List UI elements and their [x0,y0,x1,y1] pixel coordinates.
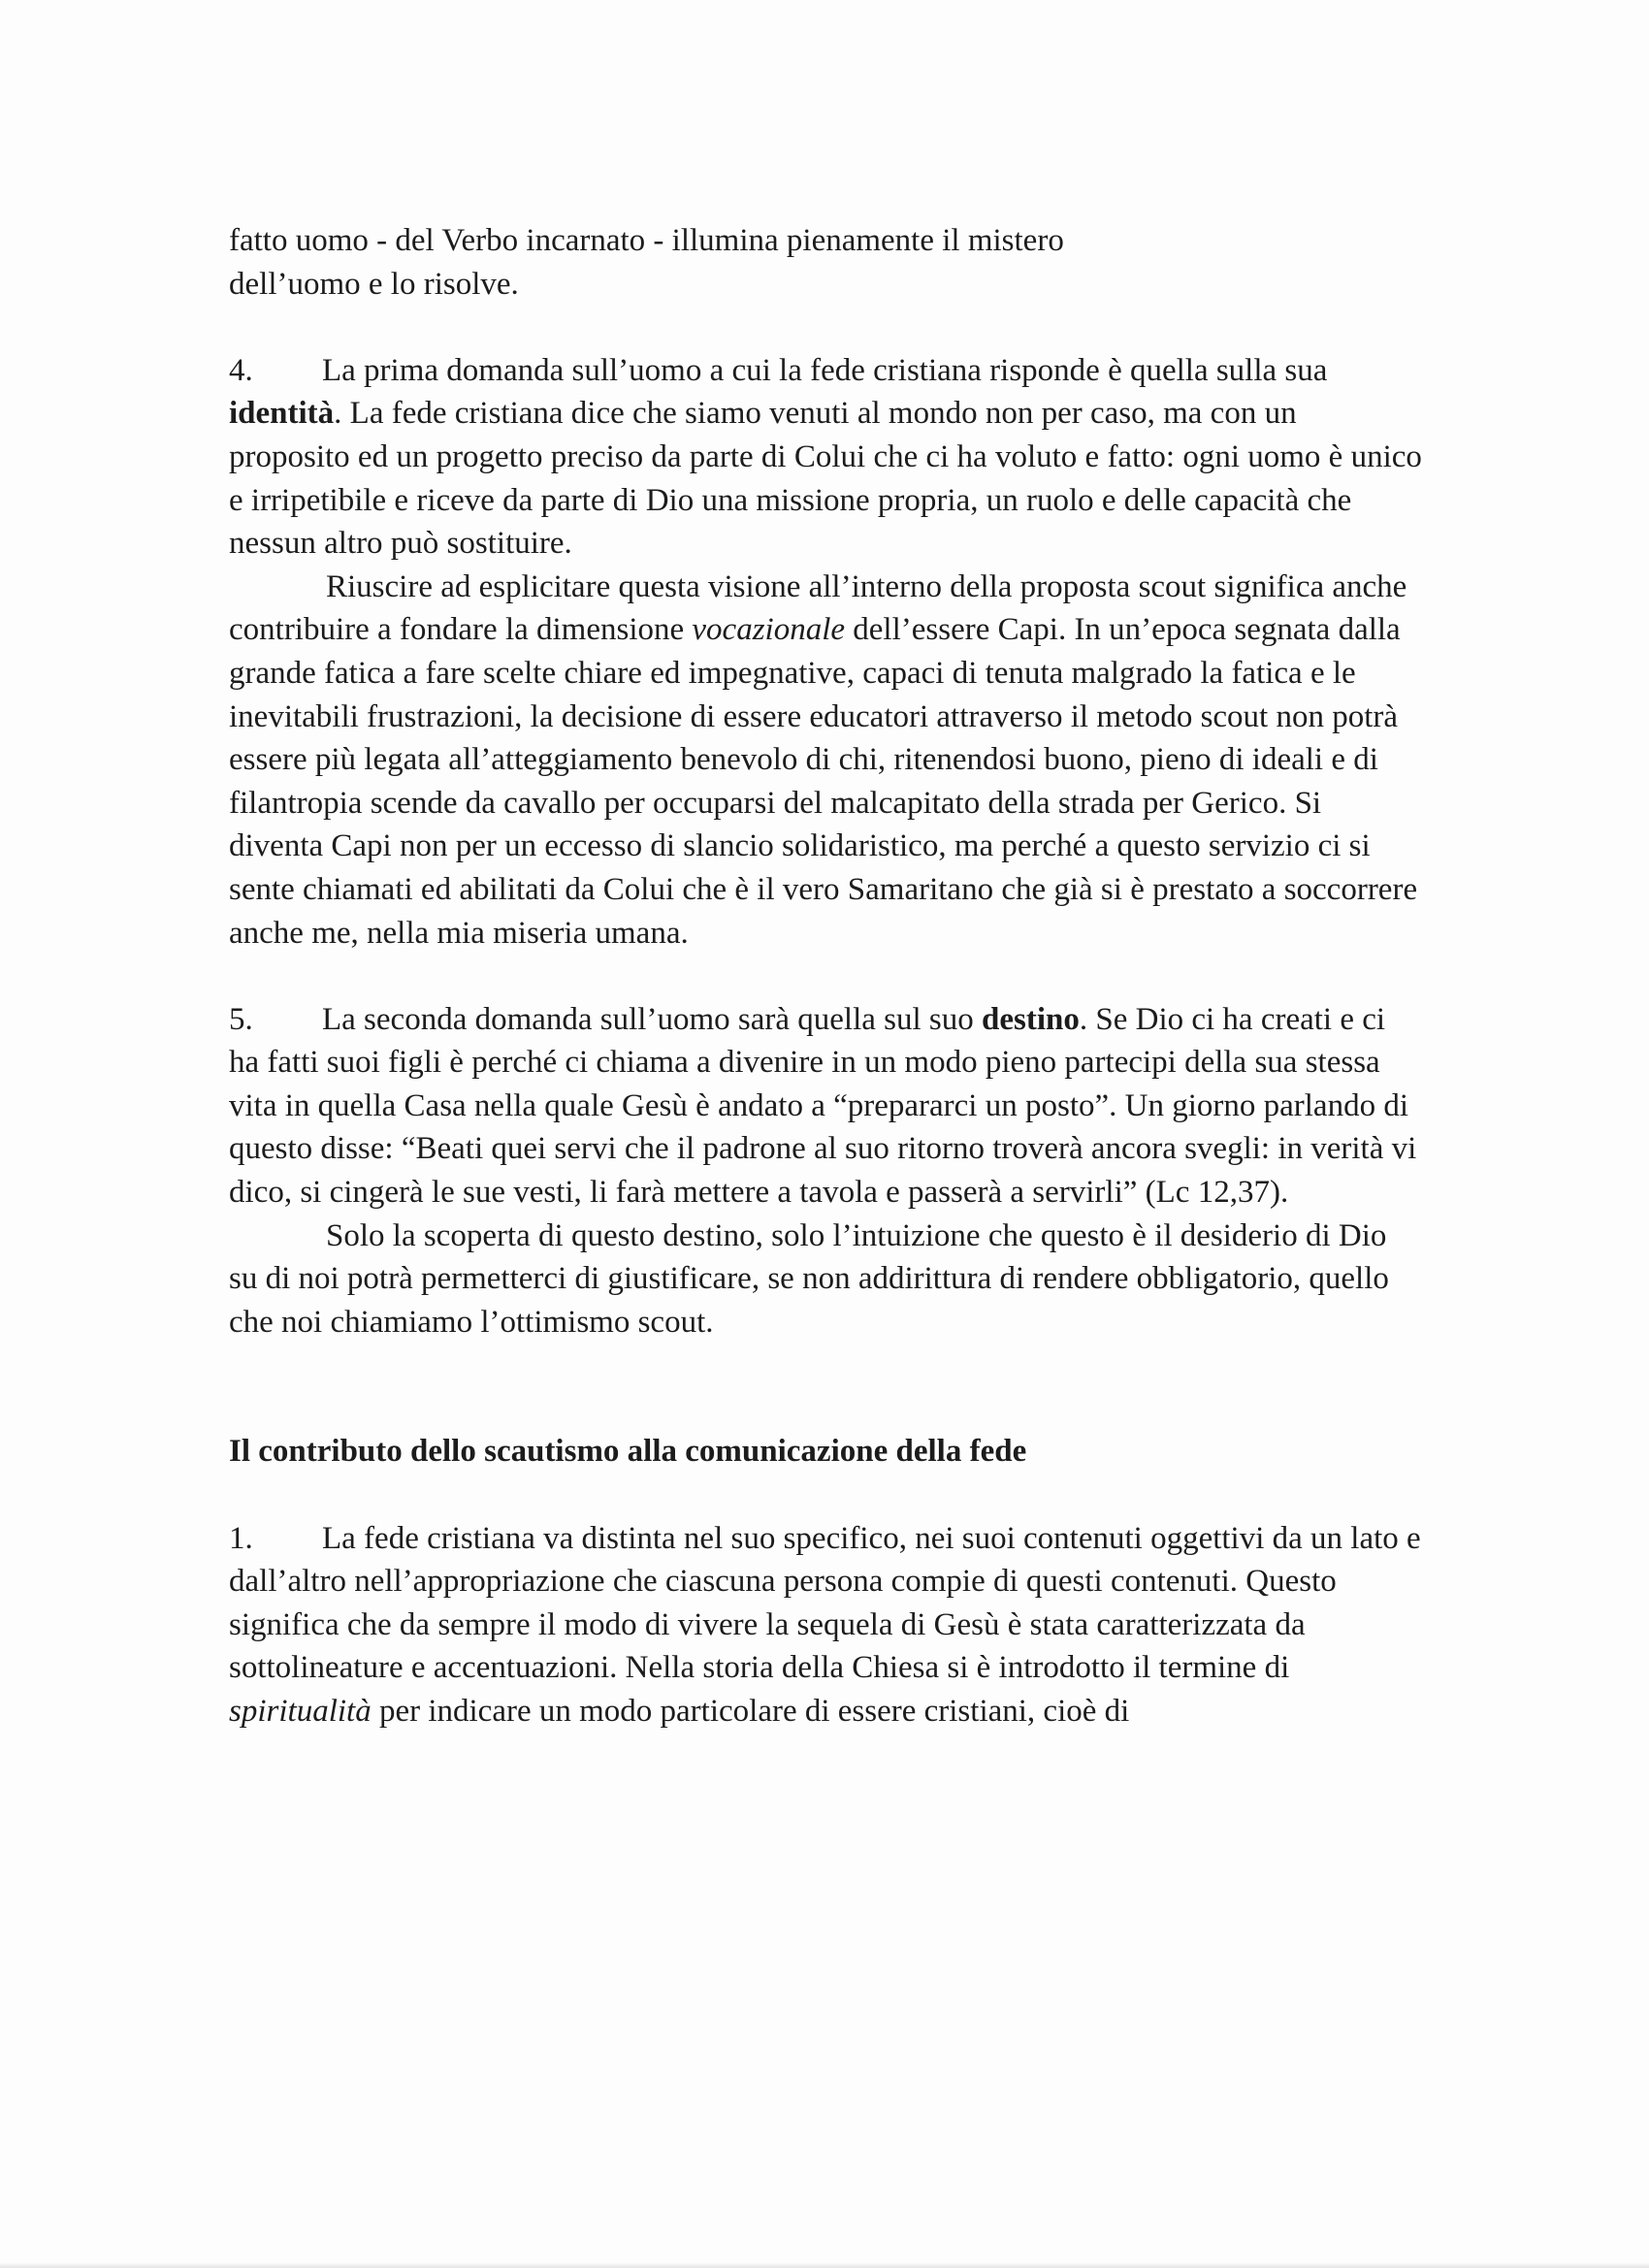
numbered-paragraph-1 [229,1517,1422,1733]
section-heading: Il contributo dello scautismo alla comunicazione della fede [229,1434,1027,1470]
paragraph-text: Riuscire ad esplicitare questa visione all’interno della proposta scout significa anche contribuire a fondare la dimensione [229,568,1407,648]
numbered-paragraph-4 [229,349,1422,566]
paragraph-gap [229,955,1422,998]
italic-term-spiritualita: spiritualità [229,1694,372,1729]
paragraph-text: La prima domanda sull’uomo a cui la fede cristiana risponde è quella sulla sua [322,352,1328,388]
paragraph-intro-line-2: dell’uomo e lo risolve. [229,266,519,302]
numbered-paragraph-5 [229,998,1422,1215]
paragraph-text: . Se Dio ci ha creati e ci ha fatti suoi figli è perché ci chiama a divenire in un modo pieno partecipi della sua stessa vita in quella Casa nella quale Gesù è andato a “prepararci un posto”. Un giorno parlando di questo disse: “Beati quei servi che il padrone al suo ritorno troverà ancora svegli: in verità vi dico, si cingerà le sue vesti, li farà mettere a tavola e passerà a servirli” (Lc 12,37). [229,1001,1417,1211]
paragraph-text: dell’essere Capi. In un’epoca segnata dalla grande fatica a fare scelte chiare ed impegnative, capaci di tenuta malgrado la fatica e le inevitabili frustrazioni, la decisione di essere educatori attraverso il metodo scout non potrà essere più legata all’atteggiamento benevolo di chi, ritenendosi buono, pieno di ideali e di filantropia scende da cavallo per occuparsi del malcapitato della strada per Gerico. Si diventa Capi non per un eccesso di slancio solidaristico, ma perché a questo servizio ci si sente chiamati ed abilitati da Colui che è il vero Samaritano che già si è prestato a soccorrere anche me, nella mia miseria umana. [229,612,1418,951]
paragraph-text: La fede cristiana va distinta nel suo specifico, nei suoi contenuti oggettivi da un lato e dall’altro nell’appropriazione che ciascuna persona compie di questi contenuti. Questo significa che da sempre il modo di vivere la sequela di Gesù è stata caratterizzata da sottolineature e accentuazioni. Nella storia della Chiesa si è introdotto il termine di [229,1520,1421,1686]
bold-term-identita: identità [229,396,335,432]
paragraph-text: . La fede cristiana dice che siamo venuti al mondo non per caso, ma con un proposito ed un progetto preciso da parte di Colui che ci ha voluto e fatto: ogni uomo è unico e irripetibile e riceve da parte di Dio una missione propria, un ruolo e delle capacità che nessun altro può sostituire. [229,396,1422,562]
indented-paragraph-ottimismo: Solo la scoperta di questo destino, solo l’intuizione che questo è il desiderio di Dio su di noi potrà permetterci di giustificare, se non addirittura di rendere obbligatorio, quello che noi chiamiamo l’ottimismo scout. [229,1217,1389,1340]
scan-bottom-edge [0,2262,1649,2268]
paragraph-gap [229,1474,1422,1517]
paragraph-number: 5. [229,1001,253,1037]
paragraph-text: per indicare un modo particolare di essere cristiani, cioè di [378,1694,1130,1729]
paragraph-number: 1. [229,1520,253,1556]
paragraph-number: 4. [229,352,253,388]
italic-term-vocazionale: vocazionale [692,612,846,648]
section-gap [229,1344,1422,1430]
paragraph-intro-line-1: fatto uomo - del Verbo incarnato - illumina pienamente il mistero [229,223,1064,258]
document-body [229,219,1422,1733]
paragraph-gap [229,306,1422,349]
indented-paragraph-vocazionale [229,566,1422,955]
paragraph-text: La seconda domanda sull’uomo sarà quella sul suo [322,1001,974,1037]
bold-term-destino: destino [982,1001,1080,1037]
